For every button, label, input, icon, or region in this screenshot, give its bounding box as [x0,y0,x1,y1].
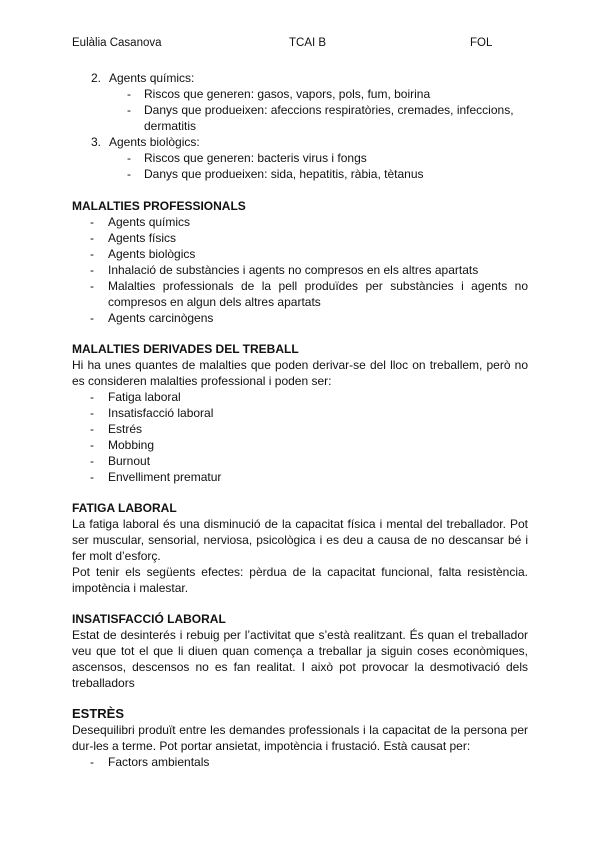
list-item-text: Inhalació de substàncies i agents no compresos en els altres apartats [108,263,479,277]
item-title: Agents químics: [109,71,195,85]
bullet-dash: - [127,167,131,181]
bullet-dash: - [90,231,94,245]
item-number: 2. [91,71,102,85]
paragraph: La fatiga laboral és una disminució de la capacitat física i mental del treballador. Pot ser muscular, sensorial, nerviosa, psicològica i es deu a causa de no descansar bé i fer molt d’esforç. [72,517,528,563]
item-title: Agents biològics: [109,135,200,149]
bullet-dash: - [90,311,94,325]
bullet-dash: - [90,438,94,452]
list-item [72,102,528,134]
list-item-text: Estrés [108,422,143,436]
paragraph: Hi ha unes quantes de malalties que poden derivar-se del lloc on treballem, però no es consideren malalties professional i poden ser: [72,358,528,388]
list-item [72,437,528,453]
list-item [72,389,528,405]
bullet-dash: - [90,263,94,277]
header-subject: FOL [470,37,493,49]
header-course: TCAI B [289,37,327,49]
bullet-dash: - [90,470,94,484]
section-heading-insatisfaccio-laboral: INSATISFACCIÓ LABORAL [72,612,226,626]
numbered-item-agents-quimics [72,70,528,86]
section-heading-malalties-derivades: MALALTIES DERIVADES DEL TREBALL [72,342,299,356]
list-item [72,230,528,246]
list-item [72,421,528,437]
list-item-text: Agents carcinògens [108,311,214,325]
page-header [72,37,528,53]
list-item-text: Danys que produeixen: afeccions respiratòries, cremades, infeccions, dermatitis [144,103,514,133]
list-item-text: Fatiga laboral [108,390,181,404]
bullet-dash: - [90,247,94,261]
list-item [72,453,528,469]
bullet-dash: - [90,755,94,769]
list-item-text: Insatisfacció laboral [108,406,214,420]
bullet-dash: - [90,422,94,436]
section-heading-malalties-professionals: MALALTIES PROFESSIONALS [72,199,246,213]
list-item-text: Riscos que generen: gasos, vapors, pols, fum, boirina [144,87,431,101]
bullet-dash: - [127,103,131,117]
item-number: 3. [91,135,102,149]
list-item [72,405,528,421]
list-item-text: Agents biològics [108,247,196,261]
list-item [72,469,528,485]
list-item-text: Danys que produeixen: sida, hepatitis, ràbia, tètanus [144,167,424,181]
list-item [72,278,528,310]
list-item [72,214,528,230]
list-item [72,86,528,102]
list-item-text: Mobbing [108,438,155,452]
section-heading-fatiga-laboral: FATIGA LABORAL [72,501,177,515]
list-item [72,150,528,166]
numbered-item-agents-biologics [72,134,528,150]
list-item-text: Agents físics [108,231,177,245]
bullet-dash: - [127,87,131,101]
bullet-dash: - [90,215,94,229]
list-item-text: Agents químics [108,215,191,229]
list-item [72,246,528,262]
list-item [72,754,528,770]
bullet-dash: - [90,279,94,293]
document-body [72,70,528,770]
paragraph: Desequilibri produït entre les demandes professionals i la capacitat de la persona per dur-les a terme. Pot portar ansietat, impotència i frustació. Està causat per: [72,723,528,753]
paragraph: Estat de desinterés i rebuig per l’activitat que s’està realitzant. És quan el treballador veu que tot el que li diuen quan comença a treballar ja siguin coses econòmiques, ascensos, descensos no es fan realitat. I això pot provocar la desmotivació dels treballadors [72,628,528,690]
list-item [72,262,528,278]
list-item [72,166,528,182]
list-item-text: Factors ambientals [108,755,210,769]
paragraph: Pot tenir els següents efectes: pèrdua de la capacitat funcional, falta resistència. impotència i malestar. [72,565,528,595]
list-item-text: Burnout [108,454,151,468]
bullet-dash: - [127,151,131,165]
bullet-dash: - [90,406,94,420]
list-item [72,310,528,326]
bullet-dash: - [90,390,94,404]
bullet-dash: - [90,454,94,468]
header-author: Eulàlia Casanova [72,37,162,49]
section-heading-estres: ESTRÈS [72,706,125,721]
list-item-text: Riscos que generen: bacteris virus i fongs [144,151,367,165]
list-item-text: Malalties professionals de la pell produïdes per substàncies i agents no compresos en algun dels altres apartats [108,279,528,309]
list-item-text: Envelliment prematur [108,470,222,484]
